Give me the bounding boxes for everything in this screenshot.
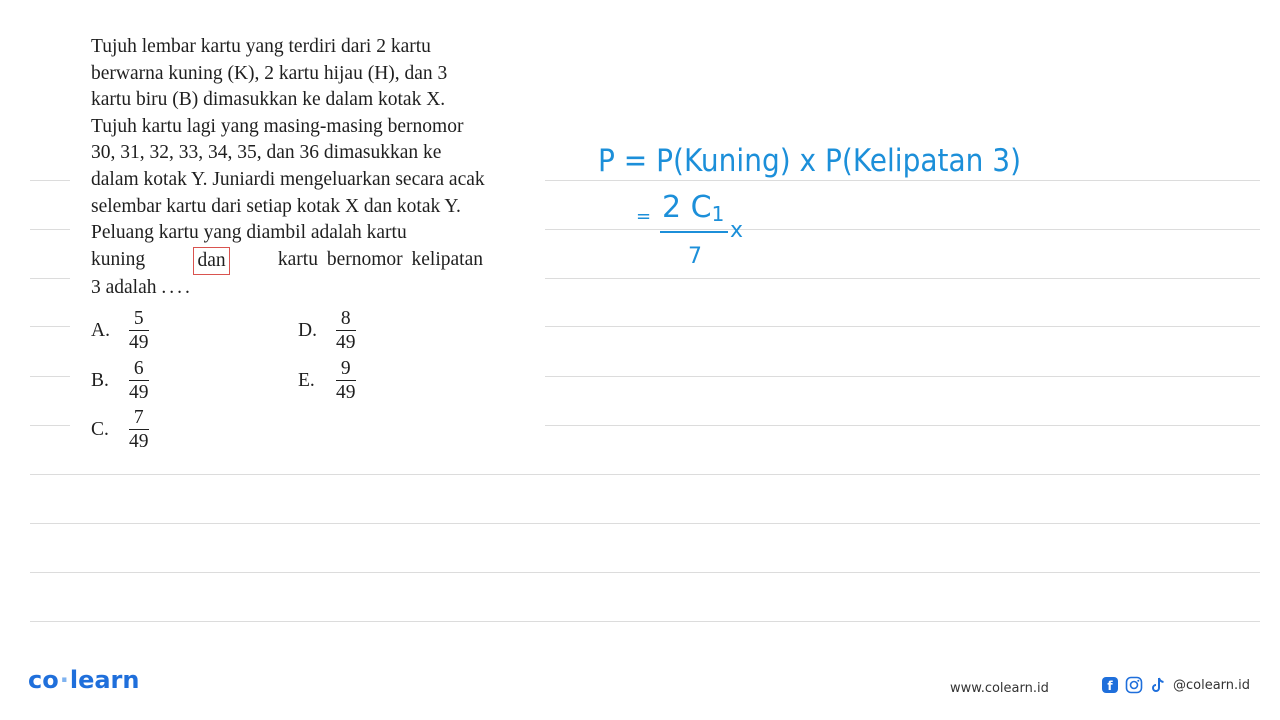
denominator: 49 (129, 332, 149, 353)
instagram-icon[interactable] (1125, 676, 1143, 694)
numerator: 7 (133, 407, 144, 428)
option-letter: B. (91, 370, 109, 391)
website-link[interactable]: www.colearn.id (950, 681, 1049, 696)
problem-line (91, 247, 483, 276)
logo-text: learn (69, 666, 140, 694)
numerator: 8 (340, 308, 351, 329)
handwritten-equals: = (636, 206, 652, 227)
denominator: 49 (129, 382, 149, 403)
fraction (336, 309, 356, 353)
option-e[interactable] (298, 359, 356, 403)
social-links (1101, 676, 1250, 694)
problem-line: berwarna kuning (K), 2 kartu hijau (H), dan 3 (91, 62, 448, 84)
option-letter: A. (91, 320, 110, 341)
fraction-bar (336, 380, 356, 381)
option-d[interactable] (298, 309, 356, 353)
option-letter: D. (298, 320, 317, 341)
colearn-logo[interactable] (28, 666, 139, 694)
problem-word: kuning (91, 248, 146, 270)
problem-line (91, 275, 523, 302)
fraction (336, 359, 356, 403)
numerator: 9 (340, 358, 351, 379)
numerator: 6 (133, 358, 144, 379)
tiktok-icon[interactable] (1149, 676, 1167, 694)
problem-line: dalam kotak Y. Juniardi mengeluarkan secara acak (91, 168, 485, 190)
logo-dot: · (59, 666, 69, 694)
fraction (129, 309, 149, 353)
handwritten-denominator: 7 (688, 244, 702, 269)
logo-text: co (28, 666, 59, 694)
fraction-bar (129, 380, 149, 381)
combination-text: 2 C (662, 190, 712, 225)
option-c[interactable] (91, 408, 149, 452)
denominator: 49 (129, 431, 149, 452)
problem-line: Tujuh lembar kartu yang terdiri dari 2 kartu (91, 36, 431, 57)
problem-line: Tujuh kartu lagi yang masing-masing bernomor (91, 115, 464, 137)
numerator: 5 (133, 308, 144, 329)
denominator: 49 (336, 332, 356, 353)
svg-text:f: f (1107, 679, 1113, 693)
problem-line: 30, 31, 32, 33, 34, 35, dan 36 dimasukkan ke (91, 142, 442, 164)
handwritten-fraction-bar (660, 231, 728, 233)
handwritten-formula: P = P(Kuning) x P(Kelipatan 3) (598, 142, 1022, 179)
fraction-bar (336, 330, 356, 331)
social-handle[interactable]: @colearn.id (1173, 677, 1251, 693)
ellipsis: .... (161, 277, 193, 299)
problem-phrase: kartu bernomor kelipatan (277, 248, 483, 270)
option-a[interactable] (91, 309, 149, 353)
fraction-bar (129, 429, 149, 430)
problem-phrase: 3 adalah (91, 277, 157, 299)
problem-line: Peluang kartu yang diambil adalah kartu (91, 222, 407, 244)
fraction (129, 408, 149, 452)
handwritten-times: x (730, 218, 744, 243)
fraction-bar (129, 330, 149, 331)
option-letter: E. (298, 370, 315, 391)
option-letter: C. (91, 419, 109, 440)
combination-subscript: 1 (711, 202, 725, 226)
problem-line: selembar kartu dari setiap kotak X dan kotak Y. (91, 195, 461, 217)
problem-text (91, 34, 523, 302)
highlighted-word-box: dan (193, 247, 229, 276)
handwritten-combination (662, 190, 724, 226)
option-b[interactable] (91, 359, 149, 403)
denominator: 49 (336, 382, 356, 403)
problem-line: kartu biru (B) dimasukkan ke dalam kotak X. (91, 89, 446, 111)
fraction (129, 359, 149, 403)
facebook-icon[interactable] (1101, 676, 1119, 694)
